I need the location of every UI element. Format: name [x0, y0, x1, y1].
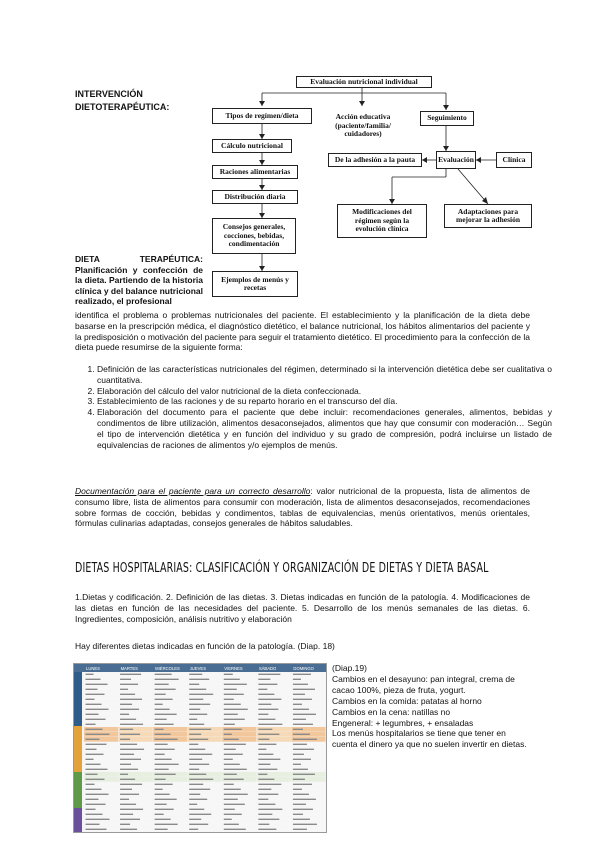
- table-cell-text-line: [120, 814, 133, 815]
- flow-consejos: Consejos generales, cocciones, bebidas, condimentación: [212, 218, 296, 254]
- table-cell-text-line: [293, 754, 304, 755]
- table-cell-text-line: [155, 829, 168, 830]
- table-cell-text-line: [293, 784, 312, 785]
- table-cell-text-line: [224, 714, 238, 715]
- table-cell-text-line: [258, 699, 281, 700]
- table-cell-text-line: [293, 714, 316, 715]
- table-cell-text-line: [120, 729, 133, 730]
- table-cell-text-line: [155, 689, 176, 690]
- table-header-cell: DOMINGO: [293, 666, 314, 671]
- table-cell-text-line: [155, 694, 166, 695]
- table-cell-text-line: [293, 829, 307, 830]
- table-cell-text-line: [189, 794, 200, 795]
- section-title: DIETAS HOSPITALARIAS: CLASIFICACIÓN Y ORGANIZACIÓN DE DIETAS Y DIETA BASAL: [75, 560, 489, 576]
- table-cell-text-line: [258, 749, 266, 750]
- table-cell-text-line: [258, 729, 272, 730]
- table-cell-text-line: [86, 744, 107, 745]
- flow-accion: Acción educativa (paciente/familia/ cuidadores): [327, 106, 399, 146]
- weekly-menu-table: [74, 664, 326, 832]
- table-cell-text-line: [120, 684, 138, 685]
- documentation-label: Documentación para el paciente para un correcto desarrollo: [75, 486, 311, 496]
- table-cell-text-line: [258, 679, 270, 680]
- table-cell-text-line: [86, 729, 103, 730]
- note-line: Cambios en la cena: natillas no: [332, 706, 451, 717]
- table-cell-text-line: [86, 694, 105, 695]
- note-line: Engeneral: + legumbres, + ensaladas: [332, 717, 474, 728]
- table-cell-text-line: [189, 689, 206, 690]
- table-cell-text-line: [86, 699, 95, 700]
- table-cell-text-line: [189, 734, 201, 735]
- table-cell-text-line: [86, 684, 108, 685]
- table-cell-text-line: [120, 789, 132, 790]
- dieta-terapeutica-body: identifica el problema o problemas nutricionales del paciente. El establecimiento y la planificación de la dieta debe basarse en la prescripción médica, el diagnóstico dietético, el balance nutricional, los hábitos alimentarios del paciente y la predisposición o motivación del paciente para seguir el tratamiento dietético. El procedimiento para la confección de la dieta puede resumirse de la siguiente forma:: [75, 310, 530, 353]
- table-cell-text-line: [189, 679, 209, 680]
- table-cell-text-line: [224, 679, 240, 680]
- table-cell-text-line: [224, 784, 234, 785]
- weekly-menu-table-image: [73, 663, 327, 833]
- table-cell-text-line: [120, 824, 130, 825]
- table-cell-text-line: [224, 809, 235, 810]
- table-cell-text-line: [120, 759, 141, 760]
- table-cell-text-line: [155, 714, 177, 715]
- table-cell-text-line: [258, 764, 270, 765]
- table-cell-text-line: [155, 729, 164, 730]
- table-cell-text-line: [155, 724, 174, 725]
- table-cell-text-line: [293, 779, 305, 780]
- table-cell-text-line: [258, 709, 278, 710]
- table-cell-text-line: [86, 704, 102, 705]
- step-item: 2. Elaboración del cálculo del valor nutricional de la dieta confeccionada.: [97, 386, 552, 397]
- table-cell-text-line: [189, 819, 201, 820]
- table-cell-text-line: [224, 699, 234, 700]
- table-cell-text-line: [120, 809, 143, 810]
- table-cell-text-line: [155, 704, 163, 705]
- flow-ejemplos: Ejemplos de menús y recetas: [212, 271, 298, 297]
- table-cell-text-line: [224, 814, 242, 815]
- table-cell-text-line: [224, 774, 237, 775]
- table-cell-text-line: [120, 779, 135, 780]
- table-cell-text-line: [293, 734, 310, 735]
- table-cell-text-line: [293, 739, 317, 740]
- table-cell-text-line: [224, 779, 244, 780]
- table-cell-text-line: [293, 724, 313, 725]
- table-cell-text-line: [258, 734, 279, 735]
- table-cell-text-line: [189, 709, 200, 710]
- table-cell-text-line: [293, 759, 311, 760]
- table-header-cell: MARTES: [120, 666, 138, 671]
- table-cell-text-line: [224, 789, 241, 790]
- note-line: Cambios en la comida: patatas al horno: [332, 695, 482, 706]
- table-cell-text-line: [293, 774, 315, 775]
- table-cell-text-line: [258, 814, 272, 815]
- step-item: 4. Elaboración del documento para el paciente que debe incluir: recomendaciones generales, alimentos, bebidas y condimentos de libre utilización, alimentos desaconsejados, alimentos que hay que consumir con moderación… Según el tipo de intervención dietética y en función del individuo y su grado de compresión, podrá incluirse un listado de equivalencias de raciones de alimentos y/o ejemplos de menús.: [97, 407, 552, 450]
- table-cell-text-line: [189, 674, 202, 675]
- table-cell-text-line: [86, 769, 108, 770]
- table-cell-text-line: [224, 689, 237, 690]
- table-cell-text-line: [224, 759, 233, 760]
- table-cell-text-line: [224, 739, 239, 740]
- table-cell-text-line: [120, 754, 134, 755]
- table-cell-text-line: [189, 784, 203, 785]
- table-cell-text-line: [120, 804, 136, 805]
- table-cell-text-line: [189, 829, 198, 830]
- documentation-text: : valor nutricional de la propuesta, lista de alimentos de consumo libre, lista de alimentos para consumir con moderación, lista de alimentos desaconsejados, recomendaciones sobre formas de cocción, bebidas y condimentos, tablas de equivalencias, menús orientativos, menús orientales, fórmulas culinarias adaptadas, consejos generales de hábitos saludables.: [75, 486, 530, 529]
- table-cell-text-line: [120, 679, 131, 680]
- table-cell-text-line: [293, 749, 314, 750]
- table-header-cell: SÁBADO: [258, 666, 277, 671]
- flow-modificaciones: Modificaciones del régimen según la evolución clínica: [337, 204, 427, 238]
- table-header-cell: VIERNES: [224, 666, 243, 671]
- table-cell-text-line: [86, 739, 100, 740]
- flow-root: Evaluación nutricional individual: [296, 76, 432, 88]
- section-list: 1.Dietas y codificación. 2. Definición de las dietas. 3. Dietas indicadas en función de la patología. 4. Modificaciones de las dietas en función de las necesidades del paciente. 5. Desarrollo de los menús semanales de las dietas. 6. Ingredientes, composición, análisis nutritivo y elaboración: [75, 592, 530, 624]
- table-cell-text-line: [86, 814, 103, 815]
- table-cell-text-line: [293, 694, 305, 695]
- table-cell-text-line: [293, 744, 307, 745]
- table-cell-text-line: [258, 829, 276, 830]
- table-cell-text-line: [258, 744, 276, 745]
- table-cell-text-line: [120, 749, 144, 750]
- patient-documentation: [75, 486, 530, 529]
- table-cell-text-line: [258, 754, 273, 755]
- table-cell-text-line: [155, 674, 172, 675]
- table-cell-text-line: [258, 799, 268, 800]
- table-cell-text-line: [189, 729, 211, 730]
- table-cell-text-line: [224, 729, 242, 730]
- table-cell-text-line: [258, 739, 269, 740]
- table-cell-text-line: [189, 719, 197, 720]
- table-cell-text-line: [224, 734, 232, 735]
- table-cell-text-line: [258, 819, 279, 820]
- table-cell-text-line: [293, 699, 312, 700]
- table-cell-text-line: [293, 684, 308, 685]
- table-cell-text-line: [189, 824, 208, 825]
- table-cell-text-line: [86, 784, 95, 785]
- table-cell-text-line: [189, 724, 204, 725]
- table-cell-text-line: [155, 774, 176, 775]
- table-cell-text-line: [155, 754, 165, 755]
- table-cell-text-line: [224, 799, 238, 800]
- table-cell-text-line: [224, 764, 240, 765]
- table-header-cell: LUNES: [86, 666, 100, 671]
- table-cell-text-line: [86, 689, 98, 690]
- table-cell-text-line: [293, 729, 303, 730]
- table-cell-text-line: [293, 709, 309, 710]
- note-line: (Diap.19): [332, 663, 367, 673]
- table-cell-text-line: [120, 794, 139, 795]
- table-cell-text-line: [120, 699, 142, 700]
- table-cell-text-line: [155, 794, 170, 795]
- table-cell-text-line: [155, 719, 167, 720]
- table-cell-text-line: [86, 754, 104, 755]
- table-cell-text-line: [293, 679, 301, 680]
- table-cell-text-line: [86, 719, 106, 720]
- table-cell-text-line: [86, 794, 109, 795]
- table-cell-text-line: [120, 769, 138, 770]
- flow-clinica: Clínica: [496, 152, 532, 168]
- table-cell-text-line: [120, 674, 141, 675]
- table-cell-text-line: [258, 719, 275, 720]
- table-cell-text-line: [224, 804, 245, 805]
- note-line: Los menús hospitalarios se tiene que tener en cuenta el dinero ya que no suelen invertir en dietas.: [332, 728, 527, 750]
- flow-adaptaciones: Adaptaciones para mejorar la adhesión: [444, 204, 532, 228]
- table-cell-text-line: [120, 774, 128, 775]
- table-cell-text-line: [224, 709, 248, 710]
- table-cell-text-line: [258, 684, 277, 685]
- table-cell-text-line: [86, 714, 99, 715]
- table-cell-text-line: [120, 734, 140, 735]
- table-cell-text-line: [258, 769, 277, 770]
- table-cell-text-line: [224, 829, 246, 830]
- table-cell-text-line: [293, 704, 302, 705]
- table-cell-text-line: [293, 819, 310, 820]
- table-cell-text-line: [189, 799, 207, 800]
- table-cell-text-line: [189, 789, 210, 790]
- table-cell-text-line: [155, 684, 169, 685]
- table-cell-text-line: [120, 784, 142, 785]
- table-cell-text-line: [189, 704, 210, 705]
- table-cell-text-line: [86, 749, 97, 750]
- table-cell-text-line: [189, 814, 211, 815]
- table-cell-text-line: [293, 674, 311, 675]
- table-cell-text-line: [155, 789, 163, 790]
- table-cell-text-line: [258, 724, 282, 725]
- table-cell-text-line: [189, 739, 208, 740]
- table-cell-text-line: [155, 739, 178, 740]
- table-cell-text-line: [293, 804, 306, 805]
- table-cell-text-line: [120, 799, 129, 800]
- table-cell-text-line: [120, 714, 129, 715]
- table-cell-text-line: [189, 759, 202, 760]
- table-cell-text-line: [155, 784, 173, 785]
- table-cell-text-line: [258, 804, 275, 805]
- table-header-cell: MIÉRCOLES: [155, 666, 180, 671]
- diapositiva-notes: [332, 663, 532, 750]
- table-cell-text-line: [86, 734, 110, 735]
- dieta-terapeutica-intro: DIETA TERAPÉUTICA: Planificación y confección de la dieta. Partiendo de la historia clínica y del balance nutricional realizado, el profesional: [75, 254, 204, 306]
- table-cell-text-line: [258, 689, 267, 690]
- table-cell-text-line: [86, 709, 109, 710]
- table-cell-text-line: [224, 769, 247, 770]
- table-cell-text-line: [155, 734, 171, 735]
- table-cell-text-line: [86, 824, 100, 825]
- table-cell-text-line: [86, 829, 107, 830]
- table-cell-text-line: [293, 689, 315, 690]
- table-cell-text-line: [120, 744, 137, 745]
- flow-adhesion: De la adhesión a la pauta: [328, 153, 422, 167]
- table-cell-text-line: [293, 814, 303, 815]
- table-cell-text-line: [293, 824, 317, 825]
- table-cell-text-line: [224, 719, 245, 720]
- table-cell-text-line: [86, 809, 96, 810]
- table-cell-text-line: [189, 764, 209, 765]
- table-cell-text-line: [224, 744, 246, 745]
- table-cell-text-line: [189, 744, 198, 745]
- procedure-steps: [75, 364, 552, 450]
- note-line: Cambios en el desayuno: pan integral, crema de cacao 100%, pieza de fruta, yogurt.: [332, 673, 515, 695]
- table-cell-text-line: [120, 819, 140, 820]
- table-cell-text-line: [155, 814, 164, 815]
- table-cell-text-line: [189, 749, 205, 750]
- table-cell-text-line: [258, 759, 280, 760]
- table-cell-text-line: [86, 819, 110, 820]
- flow-calculo: Cálculo nutricional: [212, 139, 292, 153]
- table-cell-text-line: [120, 704, 132, 705]
- table-cell-text-line: [155, 764, 179, 765]
- table-cell-text-line: [155, 799, 177, 800]
- table-cell-text-line: [120, 829, 137, 830]
- table-cell-text-line: [155, 749, 175, 750]
- table-cell-text-line: [224, 674, 233, 675]
- flow-seguimiento: Seguimiento: [420, 111, 474, 126]
- table-cell-text-line: [258, 809, 282, 810]
- table-cell-text-line: [189, 804, 197, 805]
- table-cell-text-line: [189, 769, 199, 770]
- table-cell-text-line: [258, 674, 280, 675]
- table-cell-text-line: [224, 794, 248, 795]
- diapositiva-reference: Hay diferentes dietas indicadas en función de la patología. (Diap. 18): [75, 641, 335, 651]
- table-cell-text-line: [120, 764, 131, 765]
- table-cell-text-line: [224, 684, 247, 685]
- table-cell-text-line: [86, 724, 96, 725]
- table-cell-text-line: [258, 704, 271, 705]
- table-cell-text-line: [224, 724, 235, 725]
- flow-raciones: Raciones alimentarias: [212, 165, 298, 179]
- table-cell-text-line: [293, 769, 308, 770]
- flow-tipos: Tipos de regímen/dieta: [212, 108, 312, 124]
- table-cell-text-line: [189, 774, 206, 775]
- table-cell-text-line: [293, 799, 316, 800]
- table-cell-text-line: [189, 699, 203, 700]
- flow-evaluacion: Evaluación: [436, 151, 476, 169]
- table-cell-text-line: [293, 789, 302, 790]
- table-cell-text-line: [258, 714, 268, 715]
- table-cell-text-line: [258, 794, 278, 795]
- step-item: 1. Definición de las características nutricionales del régimen, determinado si la intervención dietética debe ser cualitativa o cuantitativa.: [97, 364, 552, 386]
- table-cell-text-line: [120, 719, 136, 720]
- table-cell-text-line: [155, 744, 168, 745]
- table-cell-text-line: [293, 719, 306, 720]
- table-cell-text-line: [120, 694, 135, 695]
- table-cell-text-line: [86, 764, 101, 765]
- table-cell-text-line: [224, 824, 239, 825]
- table-cell-text-line: [155, 769, 169, 770]
- table-cell-text-line: [293, 794, 309, 795]
- table-cell-text-line: [86, 804, 106, 805]
- table-cell-text-line: [293, 764, 301, 765]
- table-cell-text-line: [258, 784, 281, 785]
- table-cell-text-line: [86, 674, 94, 675]
- table-header-cell: JUEVES: [189, 666, 207, 671]
- table-cell-text-line: [258, 779, 274, 780]
- table-cell-text-line: [86, 799, 99, 800]
- table-cell-text-line: [189, 809, 204, 810]
- table-cell-text-line: [155, 679, 179, 680]
- table-cell-text-line: [86, 774, 98, 775]
- table-cell-text-line: [120, 739, 130, 740]
- table-cell-text-line: [155, 699, 173, 700]
- table-cell-text-line: [120, 689, 128, 690]
- table-cell-text-line: [155, 819, 171, 820]
- table-cell-text-line: [86, 679, 101, 680]
- table-cell-text-line: [189, 714, 207, 715]
- table-cell-text-line: [258, 789, 271, 790]
- table-cell-text-line: [224, 819, 232, 820]
- table-cell-text-line: [258, 694, 274, 695]
- table-cell-text-line: [224, 749, 236, 750]
- table-cell-text-line: [155, 709, 170, 710]
- table-cell-text-line: [258, 824, 269, 825]
- heading: INTERVENCIÓN DIETOTERAPÉUTICA:: [75, 89, 170, 112]
- table-cell-text-line: [224, 754, 243, 755]
- table-cell-text-line: [189, 694, 213, 695]
- table-cell-text-line: [258, 774, 267, 775]
- step-item: 3. Establecimiento de las raciones y de su reparto horario en el transcurso del día.: [97, 396, 552, 407]
- table-cell-text-line: [155, 809, 174, 810]
- table-cell-text-line: [86, 789, 102, 790]
- table-cell-text-line: [120, 709, 139, 710]
- table-cell-text-line: [293, 809, 313, 810]
- table-cell-text-line: [224, 694, 244, 695]
- flow-distribucion: Distribución diaria: [212, 190, 298, 204]
- table-cell-text-line: [189, 684, 199, 685]
- table-cell-text-line: [155, 824, 178, 825]
- table-cell-text-line: [155, 804, 167, 805]
- table-cell-text-line: [155, 779, 166, 780]
- table-cell-text-line: [155, 759, 172, 760]
- table-cell-text-line: [120, 724, 143, 725]
- table-cell-text-line: [86, 759, 94, 760]
- table-cell-text-line: [224, 704, 241, 705]
- table-cell-text-line: [189, 754, 212, 755]
- table-cell-text-line: [86, 779, 105, 780]
- table-cell-text-line: [189, 779, 213, 780]
